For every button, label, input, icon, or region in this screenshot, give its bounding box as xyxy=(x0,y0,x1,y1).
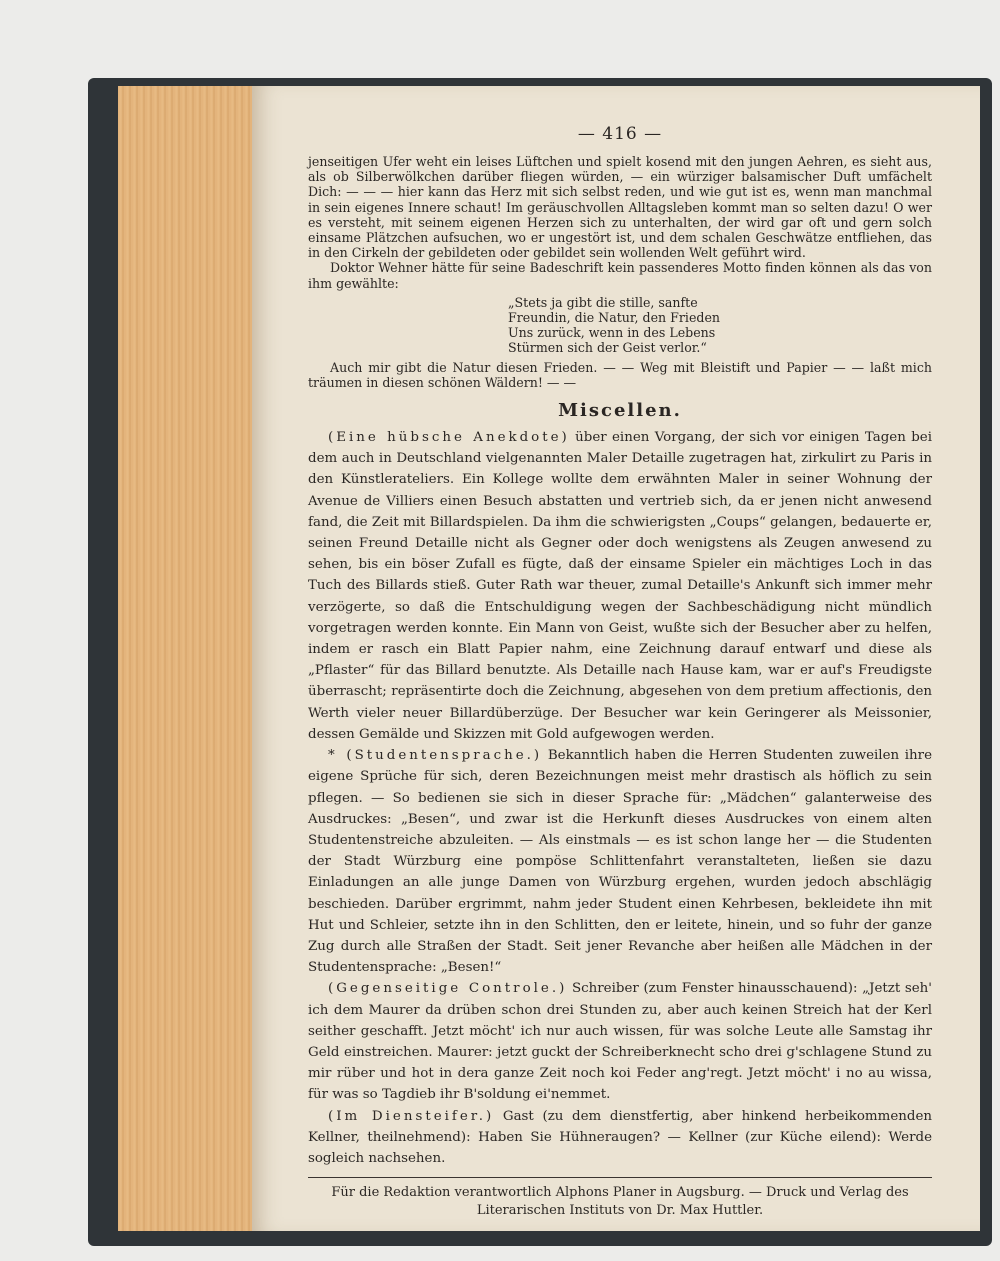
imprint-line-2: Literarischen Instituts von Dr. Max Huttler. xyxy=(476,1203,764,1219)
imprint-divider xyxy=(308,1177,932,1178)
article-heading: * (Studentensprache.) xyxy=(328,748,543,764)
article-controle xyxy=(308,978,932,1105)
article-diensteifer xyxy=(308,1106,932,1170)
intro-paragraph-3: Auch mir gibt die Natur diesen Frieden. — — Weg mit Bleistift und Papier — — laßt mich träumen in diesen schönen Wäldern! — — xyxy=(308,359,932,390)
imprint-line-1: Für die Redaktion verantwortlich Alphons Planer in Augsburg. — Druck und Verlag des xyxy=(331,1185,909,1201)
page-edges-stack xyxy=(118,86,258,1231)
article-heading: (Gegenseitige Controle.) xyxy=(328,981,568,997)
poem-line: Stürmen sich der Geist verlor.“ xyxy=(508,340,707,356)
article-text: Schreiber (zum Fenster hinausschauend): „Jetzt seh' ich dem Maurer da drüben schon drei Stunden zu, aber auch keinen Streich hat der Kerl seither geschafft. Jetzt möcht' ich nur auch wissen, für was solche Leute alle Samstag ihr Geld einstreichen. Maurer: jetzt guckt der Schreiberknecht scho drei g'schlagene Stund zu mir rüber und hot in dera ganze Zeit noch koi Feder ang'regt. Jetzt möcht' i no au wissa, für was so Tagdieb ihr B'soldung ei'nemmet. xyxy=(308,981,932,1103)
article-text: Gast (zu dem dienstfertig, aber hinkend herbeikommenden Kellner, theilnehmend): Haben Sie Hühneraugen? — Kellner (zur Küche eilend): Werde sogleich nachsehen. xyxy=(308,1108,932,1166)
intro-paragraph-1: jenseitigen Ufer weht ein leises Lüftchen und spielt kosend mit den jungen Aehren, es sieht aus, als ob Silberwölkchen darüber fliegen würden, — ein würziger balsamischer Duft umfächelt Dich: — — — hier kann das Herz mit sich selbst reden, und wie gut ist es, wenn man manchmal in sein eigenes Innere schaut! Im geräuschvollen Alltagsleben kommt man so selten dazu! O wer es versteht, mit seinem eigenen Herzen sich zu unterhalten, der wird gar oft und gern solch einsame Plätzchen aufsuchen, wo er ungestört ist, und dem schalen Geschwätze entfliehen, das in den Cirkeln der gebildeten oder gebildet sein wollenden Welt geführt wird. xyxy=(308,154,932,261)
section-title: Miscellen. xyxy=(558,400,682,422)
motto-poem xyxy=(508,295,932,356)
page-content xyxy=(308,124,933,1219)
article-heading: (Eine hübsche Anekdote) xyxy=(328,430,570,446)
page-number: — 416 — xyxy=(577,124,663,144)
poem-line: Uns zurück, wenn in des Lebens xyxy=(508,325,716,341)
poem-line: Freundin, die Natur, den Frieden xyxy=(508,310,721,326)
book-page xyxy=(252,86,980,1231)
poem-line: „Stets ja gibt die stille, sanfte xyxy=(508,294,698,310)
imprint xyxy=(308,1184,932,1220)
article-heading: (Im Diensteifer.) xyxy=(328,1108,495,1124)
article-text: Bekanntlich haben die Herren Studenten zuweilen ihre eigene Sprüche für sich, deren Bezeichnungen meist mehr drastisch als höflich zu sein pflegen. — So bedienen sie sich in dieser Sprache für: „Mädchen“ galanterweise des Ausdruckes: „Besen“, und zwar ist die Herkunft dieses Ausdruckes von einem alten Studentenstreiche abzuleiten. — Als einstmals — es ist schon lange her — die Studenten der Stadt Würzburg eine pompöse Schlittenfahrt veranstalteten, ließen sie dazu Einladungen an alle junge Damen von Würzburg ergehen, wurden jedoch abschlägig beschieden. Darüber ergrimmt, nahm jeder Student einen Kehrbesen, bekleidete ihn mit Hut und Schleier, setzte ihn in den Schlitten, den er leitete, hinein, und so fuhr der ganze Zug durch alle Straßen der Stadt. Seit jener Revanche aber heißen alle Mädchen in der Studentensprache: „Besen!“ xyxy=(308,748,933,976)
article-studentensprache xyxy=(308,745,932,978)
intro-paragraph-2: Doktor Wehner hätte für seine Badeschrift kein passenderes Motto finden können als das von ihm gewählte: xyxy=(308,260,932,291)
article-anekdote xyxy=(308,427,932,745)
article-text: über einen Vorgang, der sich vor einigen Tagen bei dem auch in Deutschland vielgenannten Maler Detaille zugetragen hat, zirkulirt zu Paris in den Künstlerateliers. Ein Kollege wollte dem erwähnten Maler in seiner Wohnung der Avenue de Villiers einen Besuch abstatten und vertrieb sich, da er jenen nicht anwesend fand, die Zeit mit Billardspielen. Da ihm die schwierigsten „Coups“ gelangen, bedauerte er, seinen Freund Detaille nicht als Gegner oder doch wenigstens als Zeugen anwesend zu sehen, bis ein böser Zufall es fügte, daß der einsame Spieler ein mächtiges Loch in das Tuch des Billards stieß. Guter Rath war theuer, zumal Detaille's Ankunft sich immer mehr verzögerte, so daß die Entschuldigung wegen der Sachbeschädigung nicht mündlich vorgetragen werden konnte. Ein Mann von Geist, wußte sich der Besucher aber zu helfen, indem er rasch ein Blatt Papier nahm, eine Zeichnung darauf entwarf und diese als „Pflaster“ für das Billard benutzte. Als Detaille nach Hause kam, war er auf's Freudigste überrascht; repräsentirte doch die Zeichnung, abgesehen von dem pretium affectionis, den Werth vieler neuer Billardüberzüge. Der Besucher war kein Geringerer als Meissonier, dessen Gemälde und Skizzen mit Gold aufgewogen werden. xyxy=(308,430,932,742)
